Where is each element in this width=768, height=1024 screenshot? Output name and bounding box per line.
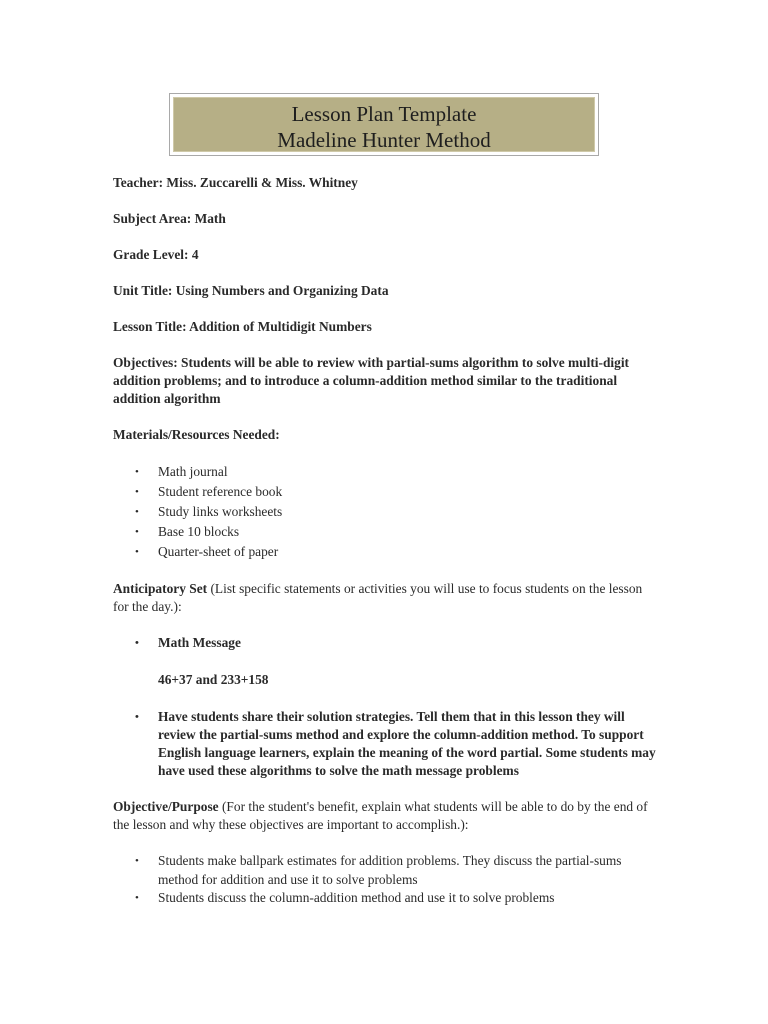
grade-field: Grade Level: 4 <box>113 247 199 262</box>
list-item: • Students discuss the column-addition method and use it to solve problems <box>158 889 658 908</box>
objective-purpose-list <box>113 852 658 908</box>
materials-label: Materials/Resources Needed: <box>113 427 280 442</box>
list-item: • Quarter-sheet of paper <box>158 542 658 562</box>
teacher-field: Teacher: Miss. Zuccarelli & Miss. Whitney <box>113 175 358 190</box>
list-item: • Math Message 46+37 and 233+158 <box>158 634 658 689</box>
objectives-field: Objectives: Students will be able to review with partial-sums algorithm to solve multi-digit addition problems; and to introduce a column-addition method similar to the traditional addition algorithm <box>113 355 630 406</box>
list-item: • Have students share their solution strategies. Tell them that in this lesson they will review the partial-sums method and explore the column-addition method. To support English language learners, explain the meaning of the word partial. Some students may have used these algorithms to solve the math message problems <box>135 709 656 778</box>
anticipatory-list <box>113 634 658 780</box>
title-line-1: Lesson Plan Template <box>291 102 477 126</box>
materials-list <box>113 462 658 562</box>
bullet-icon: • <box>135 526 139 538</box>
objective-purpose-heading: Objective/Purpose (For the student's benefit, explain what students will be able to do by the end of the lesson and why these objectives are important to accomplish.): <box>113 799 648 832</box>
bullet-icon: • <box>135 546 139 558</box>
list-item: • Study links worksheets <box>158 502 658 522</box>
anticipatory-set-heading: Anticipatory Set (List specific statements or activities you will use to focus students on the lesson for the day.): <box>113 581 643 614</box>
list-item: • Base 10 blocks <box>158 522 658 542</box>
bullet-icon: • <box>135 486 139 498</box>
list-item: • Students make ballpark estimates for addition problems. They discuss the partial-sums method for addition and use it to solve problems <box>135 853 622 887</box>
math-message-problems: 46+37 and 233+158 <box>158 672 269 687</box>
bullet-icon: • <box>135 506 139 518</box>
bullet-icon: • <box>135 855 139 867</box>
title-line-2: Madeline Hunter Method <box>277 128 491 152</box>
bullet-icon: • <box>135 892 139 904</box>
bullet-icon: • <box>135 637 139 649</box>
list-item: • Math journal <box>158 462 658 482</box>
subject-field: Subject Area: Math <box>113 211 226 226</box>
title-banner <box>173 97 595 152</box>
title-box <box>169 93 599 156</box>
list-item: • Student reference book <box>158 482 658 502</box>
unit-field: Unit Title: Using Numbers and Organizing Data <box>113 283 389 298</box>
bullet-icon: • <box>135 466 139 478</box>
bullet-icon: • <box>135 711 139 723</box>
document-body <box>113 174 658 926</box>
lesson-field: Lesson Title: Addition of Multidigit Numbers <box>113 319 372 334</box>
